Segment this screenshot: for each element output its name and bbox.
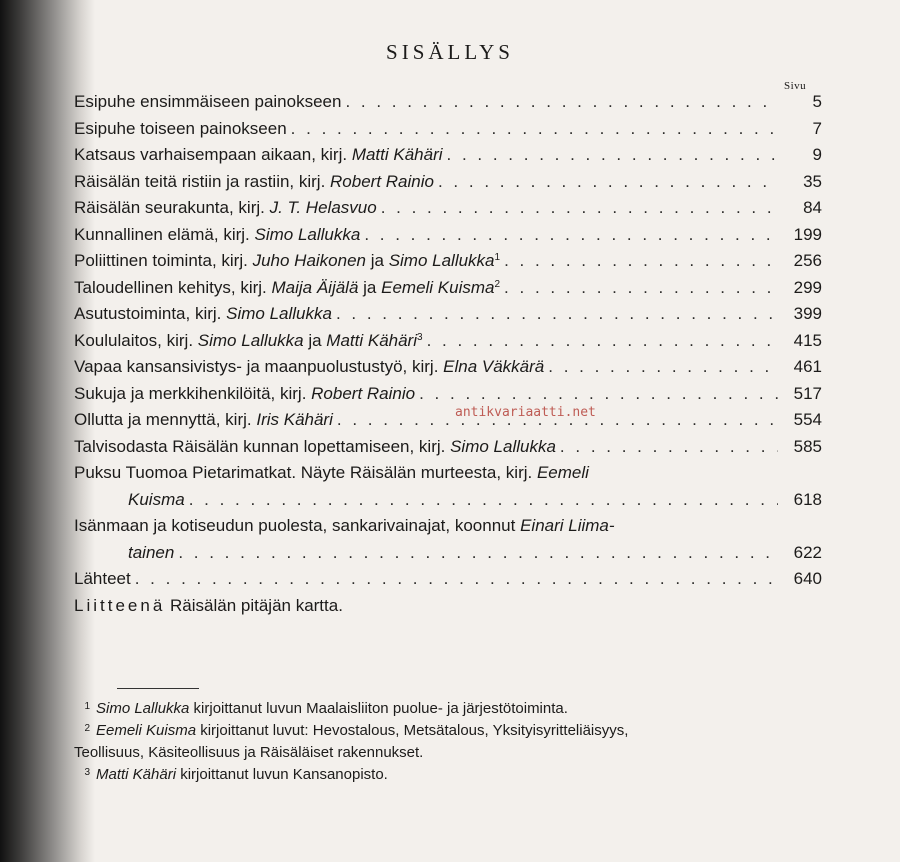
author-name: Matti Kähäri bbox=[351, 145, 443, 164]
watermark-text: antikvariaatti.net bbox=[455, 405, 596, 420]
toc-page-number: 640 bbox=[793, 569, 822, 588]
toc-entry: Räisälän teitä ristiin ja rastiin, kirj. Robert Rainio . . . 35 bbox=[74, 172, 822, 199]
footnote-continuation: Teollisuus, Käsiteollisuus ja Räisäläiset rakennukset. bbox=[74, 744, 424, 761]
author-name: J. T. Helasvuo bbox=[269, 198, 377, 217]
author-name: Robert Rainio bbox=[330, 171, 434, 191]
toc-page-number: 256 bbox=[793, 251, 822, 270]
toc-page-number: 84 bbox=[803, 198, 822, 217]
footnote-mark: 1 bbox=[494, 252, 501, 263]
toc-entry: Taloudellinen kehitys, kirj. Maija Äijälä ja Eemeli Kuisma$^2$ . . . 299 bbox=[74, 278, 822, 305]
author-name: Elna Väkkärä bbox=[443, 357, 545, 376]
toc-page-number: 35 bbox=[803, 171, 822, 191]
toc-entry: Poliittinen toiminta, kirj. Juho Haikonen ja Simo Lallukka$^1$ . . . 256 bbox=[74, 251, 822, 278]
author-name: Kuisma bbox=[128, 489, 185, 509]
footnote: 2 Eemeli Kuisma kirjoittanut luvut: Hevostalous, Metsätalous, Yksityisyritteliäisyys, bbox=[84, 722, 629, 739]
author-name: Simo Lallukka bbox=[388, 251, 495, 270]
toc-entry: Kunnallinen elämä, kirj. Simo Lallukka . . . 199 bbox=[74, 225, 822, 252]
author-name: Einari Liima- bbox=[520, 516, 615, 535]
toc-entry-line1: Isänmaan ja kotiseudun puolesta, sankarivainajat, koonnut Einari Liima- bbox=[74, 516, 615, 535]
toc-page-number: 9 bbox=[812, 145, 822, 164]
author-name: Eemeli Kuisma bbox=[381, 277, 495, 297]
author-name: tainen bbox=[128, 542, 175, 562]
author-name: Simo Lallukka bbox=[197, 330, 304, 350]
page-column-label: Sivu bbox=[784, 80, 807, 92]
author-name: Robert Rainio bbox=[311, 383, 416, 403]
toc-page-number: 399 bbox=[793, 304, 822, 323]
toc-entry-line1: Puksu Tuomoa Pietarimatkat. Näyte Räisälän murteesta, kirj. Eemeli bbox=[74, 463, 589, 482]
toc-entry: Ollutta ja mennyttä, kirj. Iris Kähäri . . . 554 bbox=[74, 410, 822, 437]
footnotes bbox=[74, 700, 834, 788]
toc-entry: Räisälän seurakunta, kirj. J. T. Helasvuo . . . 84 bbox=[74, 198, 822, 225]
toc-entry: Koululaitos, kirj. Simo Lallukka ja Matti Kähäri$^3$ . . . 415 bbox=[74, 331, 822, 358]
toc-page-number: 554 bbox=[793, 410, 822, 429]
author-name: Matti Kähäri bbox=[326, 330, 417, 350]
toc-page-number: 415 bbox=[793, 330, 822, 350]
toc-entry-line2 bbox=[74, 543, 822, 570]
toc-entry: Esipuhe ensimmäiseen painokseen . . . 5 bbox=[74, 92, 822, 119]
author-name: Juho Haikonen bbox=[252, 251, 366, 270]
toc-page-number: 461 bbox=[793, 357, 822, 376]
toc-entry: Vapaa kansansivistys- ja maanpuolustustyö, kirj. Elna Väkkärä . . . 461 bbox=[74, 357, 822, 384]
footnote: 3 Matti Kähäri kirjoittanut luvun Kansanopisto. bbox=[84, 766, 388, 783]
footnote: 1 Simo Lallukka kirjoittanut luvun Maalaisliiton puolue- ja järjestötoiminta. bbox=[84, 700, 568, 717]
toc-page-number: 517 bbox=[793, 383, 822, 403]
toc-entry: Talvisodasta Räisälän kunnan lopettamiseen, kirj. Simo Lallukka . . . 585 bbox=[74, 437, 822, 464]
toc-page-number: 622 bbox=[793, 542, 822, 562]
footnote-mark: 3 bbox=[417, 331, 423, 343]
toc-entry: Esipuhe toiseen painokseen . . . 7 bbox=[74, 119, 822, 146]
footnote-divider bbox=[117, 688, 199, 689]
toc-page-number: 618 bbox=[793, 489, 822, 509]
author-name: Iris Kähäri bbox=[256, 410, 333, 429]
page-title: SISÄLLYS bbox=[386, 40, 514, 64]
toc-page-number: 585 bbox=[793, 436, 822, 456]
toc-entry: Lähteet . . . 640 bbox=[74, 569, 822, 596]
toc-entry: Asutustoiminta, kirj. Simo Lallukka . . . 399 bbox=[74, 304, 822, 331]
footnote-mark: 2 bbox=[494, 278, 501, 290]
toc-page-number: 299 bbox=[793, 277, 822, 297]
author-name: Simo Lallukka bbox=[450, 436, 556, 456]
author-name: Simo Lallukka bbox=[254, 224, 361, 244]
toc-entry-line2 bbox=[74, 490, 822, 517]
toc-page-number: 7 bbox=[812, 118, 822, 138]
toc-entry: Katsaus varhaisempaan aikaan, kirj. Matti Kähäri . . . 9 bbox=[74, 145, 822, 172]
toc-appendix-note: Liitteenä Räisälän pitäjän kartta. bbox=[74, 595, 343, 615]
author-name: Eemeli bbox=[536, 463, 589, 482]
toc-page-number: 199 bbox=[793, 224, 822, 244]
table-of-contents bbox=[74, 92, 822, 622]
author-name: Simo Lallukka bbox=[226, 304, 332, 323]
author-name: Maija Äijälä bbox=[271, 277, 359, 297]
toc-entry: Sukuja ja merkkihenkilöitä, kirj. Robert Rainio . . . 517 bbox=[74, 384, 822, 411]
toc-page-number: 5 bbox=[812, 92, 822, 111]
